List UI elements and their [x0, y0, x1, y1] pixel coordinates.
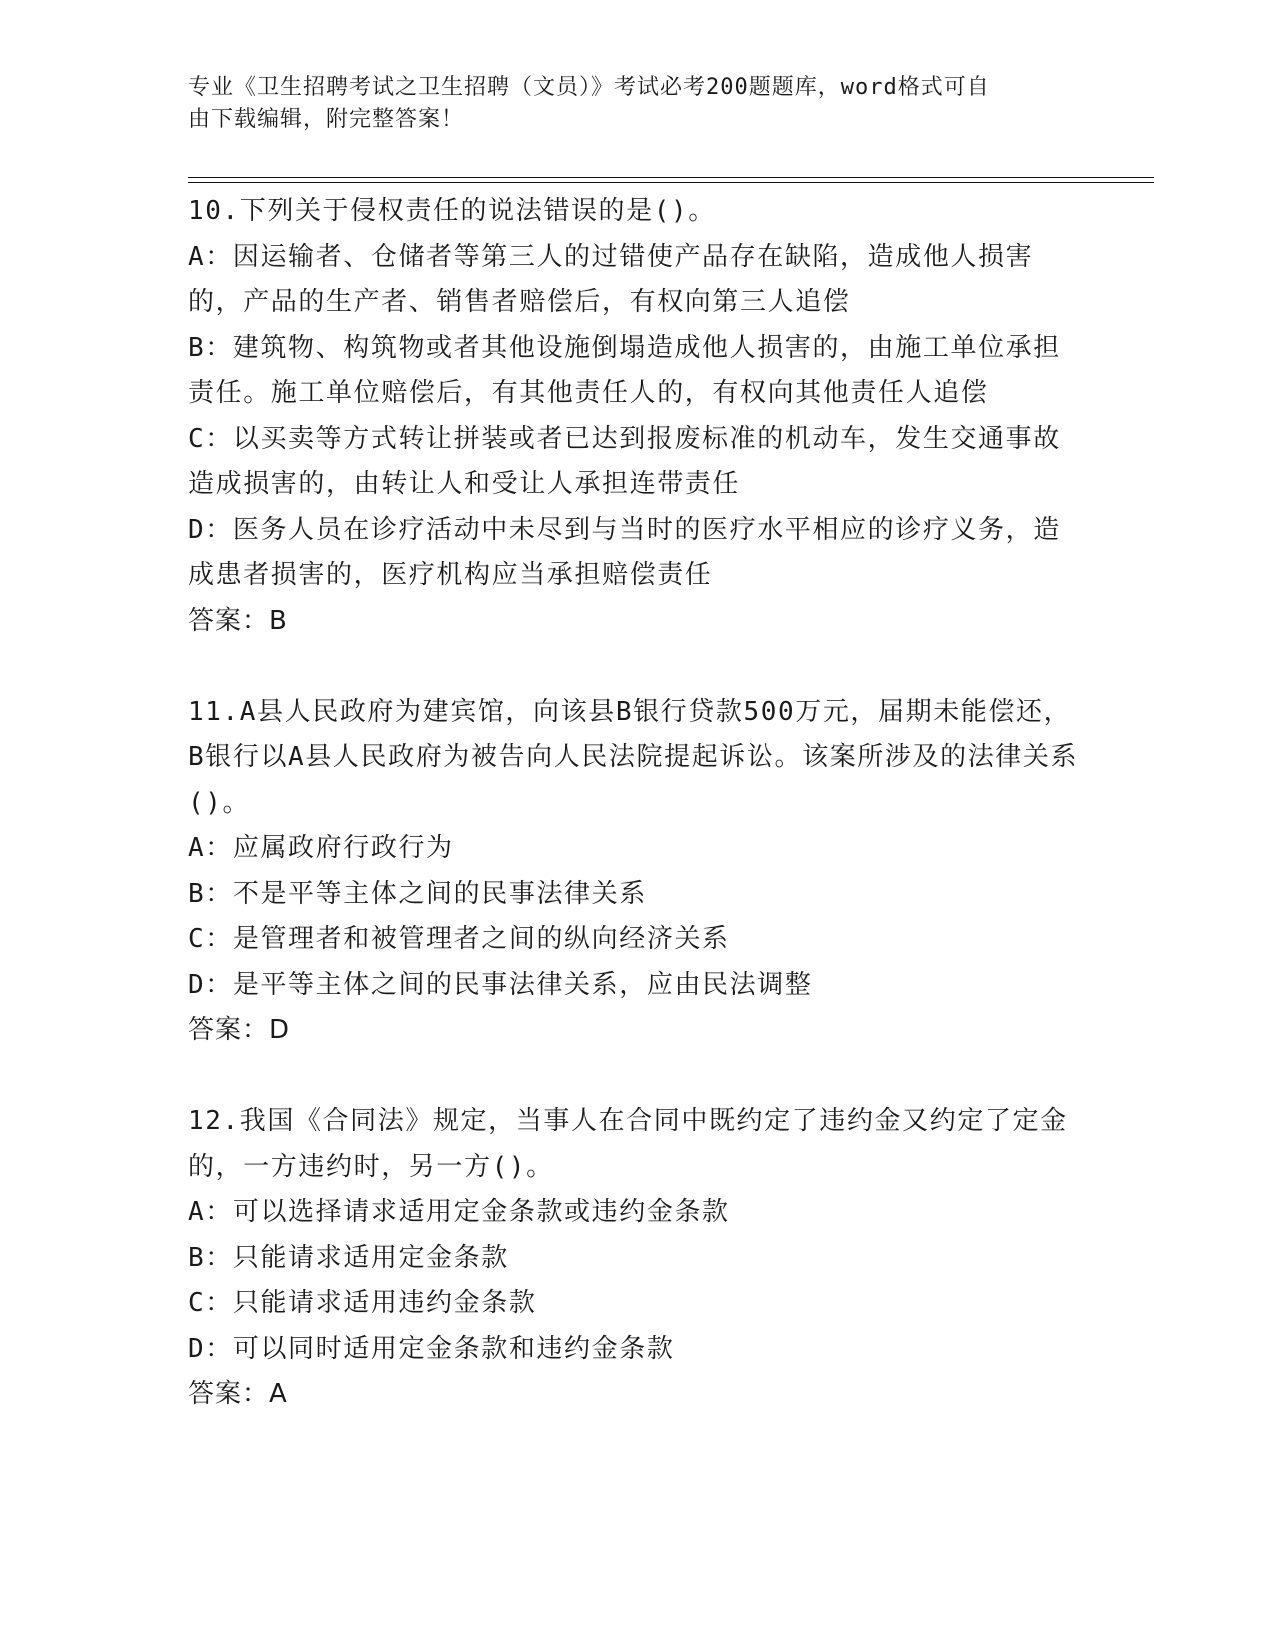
- answer: 答案：A: [188, 1379, 288, 1409]
- option-b: B：只能请求适用定金条款: [188, 1242, 509, 1273]
- header-line: 专业《卫生招聘考试之卫生招聘（文员）》考试必考200题题库，word格式可自: [188, 75, 990, 100]
- question-stem: 10.下列关于侵权责任的说法错误的是()。: [188, 196, 716, 226]
- answer: 答案：B: [188, 605, 288, 636]
- question-stem: 11.A县人民政府为建宾馆，向该县B银行贷款500万元，届期未能偿还，B银行以A县人民政府为被告向人民法院提起诉讼。该案所涉及的法律关系()。: [188, 696, 1079, 818]
- option-d: D：可以同时适用定金条款和违约金条款: [188, 1333, 675, 1364]
- question-11: [188, 690, 1088, 1054]
- option-b: B：不是平等主体之间的民事法律关系: [188, 878, 647, 909]
- option-c: C：只能请求适用违约金条款: [188, 1288, 537, 1318]
- option-d: D：医务人员在诊疗活动中未尽到与当时的医疗水平相应的诊疗义务，造成患者损害的，医疗机构应当承担赔偿责任: [188, 514, 1061, 590]
- document-header: [188, 72, 1068, 136]
- option-a: A：因运输者、仓储者等第三人的过错使产品存在缺陷，造成他人损害的，产品的生产者、销售者赔偿后，有权向第三人追偿: [188, 241, 1034, 317]
- question-12: [188, 1099, 1088, 1418]
- header-divider: [188, 182, 1154, 183]
- option-c: C：是管理者和被管理者之间的纵向经济关系: [188, 924, 730, 954]
- question-list: [188, 189, 1088, 1463]
- option-c: C：以买卖等方式转让拼装或者已达到报废标准的机动车，发生交通事故造成损害的，由转让人和受让人承担连带责任: [188, 423, 1061, 499]
- option-d: D：是平等主体之间的民事法律关系，应由民法调整: [188, 969, 813, 1000]
- header-line: 由下载编辑，附完整答案！: [188, 107, 465, 132]
- option-a: A：应属政府行政行为: [188, 833, 454, 863]
- option-a: A：可以选择请求适用定金条款或违约金条款: [188, 1197, 730, 1227]
- answer: 答案：D: [188, 1015, 291, 1045]
- option-b: B：建筑物、构筑物或者其他设施倒塌造成他人损害的，由施工单位承担责任。施工单位赔偿后，有其他责任人的，有权向其他责任人追偿: [188, 332, 1061, 408]
- question-10: [188, 189, 1088, 644]
- question-stem: 12.我国《合同法》规定，当事人在合同中既约定了违约金又约定了定金的，一方违约时，另一方()。: [188, 1106, 1068, 1182]
- header-divider: [188, 177, 1154, 178]
